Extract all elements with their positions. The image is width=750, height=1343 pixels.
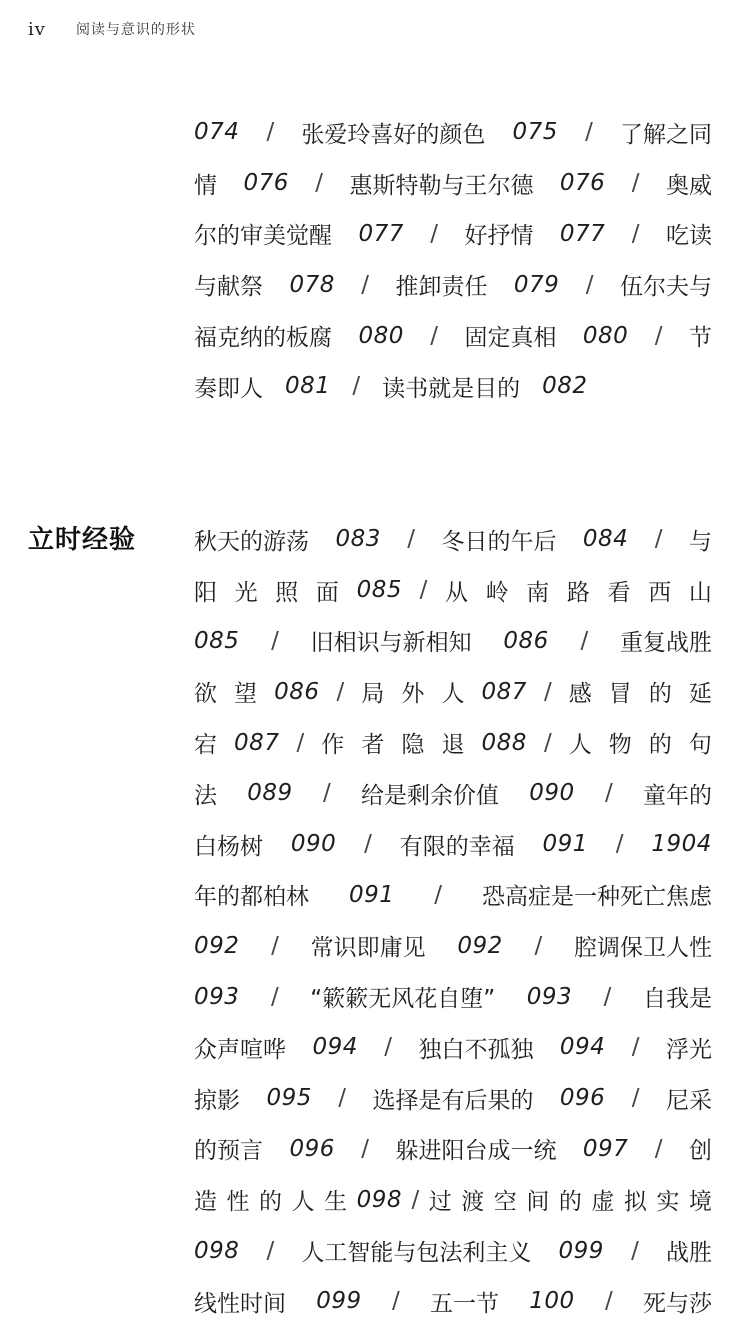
toc-separator: /: [631, 170, 640, 197]
toc-line: [194, 310, 712, 361]
toc-entry-title: 者: [361, 732, 385, 759]
toc-page-number: 081: [285, 373, 331, 400]
toc-entry-title: 人工智能与包法利主义: [301, 1240, 532, 1267]
toc-line: [194, 768, 712, 819]
toc-page-number: 091: [542, 831, 588, 858]
toc-entry-title: 光: [234, 579, 258, 606]
toc-block-continued: [194, 107, 712, 412]
page-header: [28, 16, 196, 42]
toc-entry-title: 实: [656, 1189, 680, 1216]
toc-entry-title: 尼采: [665, 1087, 712, 1114]
toc-entry-title: 读书就是目的: [382, 375, 521, 402]
toc-entry-title: 秋天的游荡: [194, 528, 309, 555]
toc-separator: /: [631, 1034, 640, 1061]
section-heading: 立时经验: [28, 525, 137, 555]
toc-entry-title: 童年的: [643, 782, 712, 809]
toc-entry-title: 尔的审美觉醒: [194, 223, 332, 250]
toc-page-number: 092: [457, 932, 503, 959]
toc-page-number: 097: [582, 1135, 629, 1162]
toc-page-number: 093: [526, 983, 573, 1010]
toc-separator: /: [580, 627, 589, 654]
toc-separator: /: [352, 373, 361, 400]
toc-entry-title: 情: [194, 172, 217, 199]
toc-separator: /: [543, 678, 552, 705]
toc-separator: /: [315, 170, 324, 197]
toc-separator: /: [384, 1034, 393, 1061]
toc-entry-title: 奥威: [665, 172, 712, 199]
toc-page-number: 093: [194, 983, 240, 1010]
toc-entry-title: 虚: [591, 1189, 615, 1216]
toc-separator: /: [361, 1135, 370, 1162]
toc-separator: /: [534, 932, 543, 959]
toc-page-number: 080: [358, 322, 404, 349]
toc-entry-title: 腔调保卫人性: [573, 935, 712, 962]
toc-entry-title: 感: [568, 681, 592, 708]
toc-page-number: 085: [356, 577, 402, 604]
toc-line: [194, 1276, 712, 1327]
toc-separator: /: [266, 119, 275, 146]
toc-entry-title: 阳: [194, 579, 217, 606]
toc-page-number: 079: [513, 271, 560, 298]
toc-entry-title: 张爱玲喜好的颜色: [301, 121, 486, 148]
toc-entry-title: 的: [259, 1189, 283, 1216]
toc-separator: /: [430, 220, 439, 247]
toc-entry-title: 物: [608, 732, 632, 759]
toc-page-number: 082: [542, 373, 588, 400]
toc-separator: /: [585, 271, 594, 298]
toc-entry-title: 固定真相: [464, 325, 557, 352]
toc-entry-title: 恐高症是一种死亡焦虑: [481, 884, 712, 911]
toc-separator: /: [391, 1288, 400, 1315]
toc-line: [194, 107, 712, 158]
toc-entry-title: 南: [526, 579, 550, 606]
toc-entry-title: 选择是有后果的: [372, 1087, 534, 1114]
toc-entry-title: 生: [324, 1189, 348, 1216]
toc-separator: /: [411, 1186, 420, 1213]
toc-block-section: [194, 514, 712, 1327]
running-title: 阅读与意识的形状: [75, 22, 196, 38]
toc-page-number: 091: [348, 881, 395, 908]
toc-entry-title: 作: [321, 732, 345, 759]
toc-entry-title: 渡: [461, 1189, 485, 1216]
toc-entry-title: 躲进阳台成一统: [395, 1138, 557, 1165]
toc-line: [194, 158, 712, 209]
toc-entry-title: 隐: [401, 732, 425, 759]
toc-page-number: 085: [194, 627, 240, 654]
toc-entry-title: 拟: [623, 1189, 647, 1216]
toc-entry-title: 面: [315, 579, 339, 606]
toc-entry-title: 空: [493, 1189, 517, 1216]
toc-entry-title: 西: [648, 579, 672, 606]
toc-page-number: 096: [289, 1135, 335, 1162]
toc-separator: /: [543, 729, 552, 756]
toc-entry-title: 死与莎: [643, 1290, 712, 1317]
toc-entry-title: 众声喧哗: [194, 1036, 286, 1063]
toc-page-number: 078: [289, 271, 335, 298]
toc-entry-title: 与: [688, 528, 712, 555]
toc-page-number: 098: [356, 1186, 402, 1213]
toc-separator: /: [604, 1288, 613, 1315]
toc-entry-title: 常识即庸见: [310, 935, 426, 962]
toc-page-number: 096: [559, 1085, 606, 1112]
toc-page-number: 090: [290, 831, 337, 858]
toc-entry-title: 浮光: [665, 1036, 712, 1063]
toc-entry-title: 间: [526, 1189, 550, 1216]
toc-entry-title: 句: [688, 732, 712, 759]
toc-separator: /: [631, 1237, 639, 1264]
toc-entry-title: 山: [688, 579, 712, 606]
toc-entry-title: 伍尔夫与: [619, 274, 712, 301]
toc-entry-title: 冬日的午后: [441, 528, 557, 555]
toc-entry-title: 掠影: [194, 1087, 240, 1114]
toc-entry-title: 局: [361, 681, 385, 708]
toc-separator: /: [271, 932, 279, 959]
toc-entry-title: 线性时间: [194, 1290, 286, 1317]
toc-separator: /: [615, 831, 624, 858]
toc-page-number: 086: [274, 678, 320, 705]
toc-page-number: 075: [512, 119, 558, 146]
toc-entry-title: 造: [194, 1189, 217, 1216]
toc-separator: /: [585, 119, 593, 146]
toc-separator: /: [271, 627, 279, 654]
toc-entry-title: 照: [275, 579, 299, 606]
toc-separator: /: [603, 983, 612, 1010]
toc-page-number: 099: [558, 1237, 604, 1264]
toc-entry-title: 退: [441, 732, 465, 759]
toc-line: [194, 920, 712, 971]
toc-page-number: 086: [503, 627, 549, 654]
toc-separator: /: [631, 1085, 640, 1112]
toc-entry-title: 福克纳的板腐: [194, 325, 332, 352]
toc-entry-title: 推卸责任: [395, 274, 488, 301]
toc-separator: /: [270, 983, 279, 1010]
toc-separator: /: [654, 526, 663, 553]
page-number: iv: [28, 18, 46, 40]
toc-entry-title: 境: [688, 1189, 712, 1216]
toc-entry-title: 法: [194, 782, 217, 809]
toc-page-number: 095: [266, 1085, 312, 1112]
toc-entry-title: 宕: [194, 732, 217, 759]
toc-entry-title: 从: [445, 579, 468, 606]
toc-entry-title: 五一节: [430, 1290, 499, 1317]
toc-page-number: 087: [234, 729, 280, 756]
toc-page-number: 090: [529, 780, 575, 807]
toc-entry-title: 自我是: [642, 986, 712, 1013]
toc-line: [194, 666, 712, 717]
toc-separator: /: [266, 1237, 275, 1264]
toc-separator: /: [407, 526, 416, 553]
toc-page-number: 076: [559, 170, 606, 197]
toc-entry-title: 了解之同: [619, 121, 712, 148]
toc-separator: /: [336, 678, 345, 705]
toc-separator: /: [654, 1135, 663, 1162]
toc-separator: /: [434, 881, 443, 908]
toc-entry-title: 给是剩余价值: [361, 782, 499, 809]
toc-entry-title: 旧相识与新相知: [310, 630, 472, 657]
toc-page-number: 083: [335, 526, 381, 553]
toc-line: [194, 971, 712, 1022]
toc-entry-title: 过: [428, 1189, 452, 1216]
toc-line: [194, 1174, 712, 1225]
toc-line: [194, 870, 712, 921]
toc-page-number: 074: [194, 119, 240, 146]
toc-entry-title: 与献祭: [194, 274, 263, 301]
toc-entry-title: 人: [441, 681, 465, 708]
toc-line: [194, 717, 712, 768]
toc-entry-title: 岭: [485, 579, 509, 606]
toc-entry-title: 的预言: [194, 1138, 263, 1165]
toc-line: [194, 209, 712, 260]
toc-entry-title: 看: [607, 579, 631, 606]
toc-page-number: 084: [582, 526, 629, 553]
toc-entry-title: 人: [568, 732, 592, 759]
toc-page-number: 100: [529, 1288, 575, 1315]
toc-entry-title: 创: [688, 1138, 712, 1165]
toc-page-number: 099: [316, 1288, 362, 1315]
toc-separator: /: [361, 271, 370, 298]
toc-page-number: 098: [194, 1237, 240, 1264]
toc-page-number: 094: [559, 1034, 606, 1061]
toc-page-number: 092: [194, 932, 240, 959]
toc-line: [194, 1073, 712, 1124]
toc-entry-title: 白杨树: [194, 833, 263, 860]
toc-entry-title: 望: [234, 681, 258, 708]
toc-entry-title: 性: [226, 1189, 250, 1216]
toc-entry-title: 路: [566, 579, 590, 606]
toc-separator: /: [631, 220, 640, 247]
toc-entry-title: 外: [401, 681, 425, 708]
toc-entry-title: 的: [558, 1189, 582, 1216]
toc-entry-title: 惠斯特勒与王尔德: [349, 172, 534, 199]
toc-separator: /: [654, 322, 663, 349]
toc-entry-title: 欲: [194, 681, 217, 708]
toc-separator: /: [296, 729, 305, 756]
toc-entry-title: 独白不孤独: [418, 1036, 534, 1063]
toc-entry-title: 人: [291, 1189, 315, 1216]
toc-entry-title: 有限的幸福: [399, 833, 515, 860]
toc-page-number: 080: [582, 322, 629, 349]
toc-line: [194, 514, 712, 565]
toc-line: [194, 1022, 712, 1073]
toc-entry-title: 节: [688, 325, 712, 352]
toc-page-number: 094: [312, 1034, 358, 1061]
toc-page-number: 088: [481, 729, 527, 756]
toc-separator: /: [338, 1085, 347, 1112]
toc-page-number: 077: [358, 220, 404, 247]
toc-entry-title: “簌簌无风花自堕”: [310, 986, 496, 1013]
toc-entry-title: 冒: [608, 681, 632, 708]
toc-entry-title: 奏即人: [194, 375, 263, 402]
toc-entry-title: 延: [688, 681, 712, 708]
toc-entry-title: 战胜: [665, 1240, 712, 1267]
toc-entry-title: 的: [648, 681, 672, 708]
toc-separator: /: [364, 831, 372, 858]
toc-separator: /: [430, 322, 439, 349]
toc-line: [194, 1225, 712, 1276]
toc-page-number: 087: [481, 678, 527, 705]
toc-entry-title: 年的都柏林: [194, 884, 309, 911]
toc-line: [194, 1124, 712, 1175]
toc-separator: /: [419, 577, 428, 604]
toc-entry-title: 的: [648, 732, 672, 759]
toc-line: [194, 819, 712, 870]
toc-separator: /: [604, 780, 613, 807]
toc-line: [194, 361, 712, 412]
toc-entry-title: 吃读: [665, 223, 712, 250]
toc-page-number: 077: [559, 220, 606, 247]
toc-line: [194, 565, 712, 616]
toc-entry-title: 好抒情: [464, 223, 534, 250]
toc-page-number: 089: [247, 780, 293, 807]
toc-page-number: 076: [243, 170, 289, 197]
toc-separator: /: [322, 780, 331, 807]
toc-line: [194, 259, 712, 310]
toc-entry-title: 重复战胜: [619, 630, 712, 657]
toc-page-number: 1904: [651, 831, 712, 858]
toc-line: [194, 616, 712, 667]
